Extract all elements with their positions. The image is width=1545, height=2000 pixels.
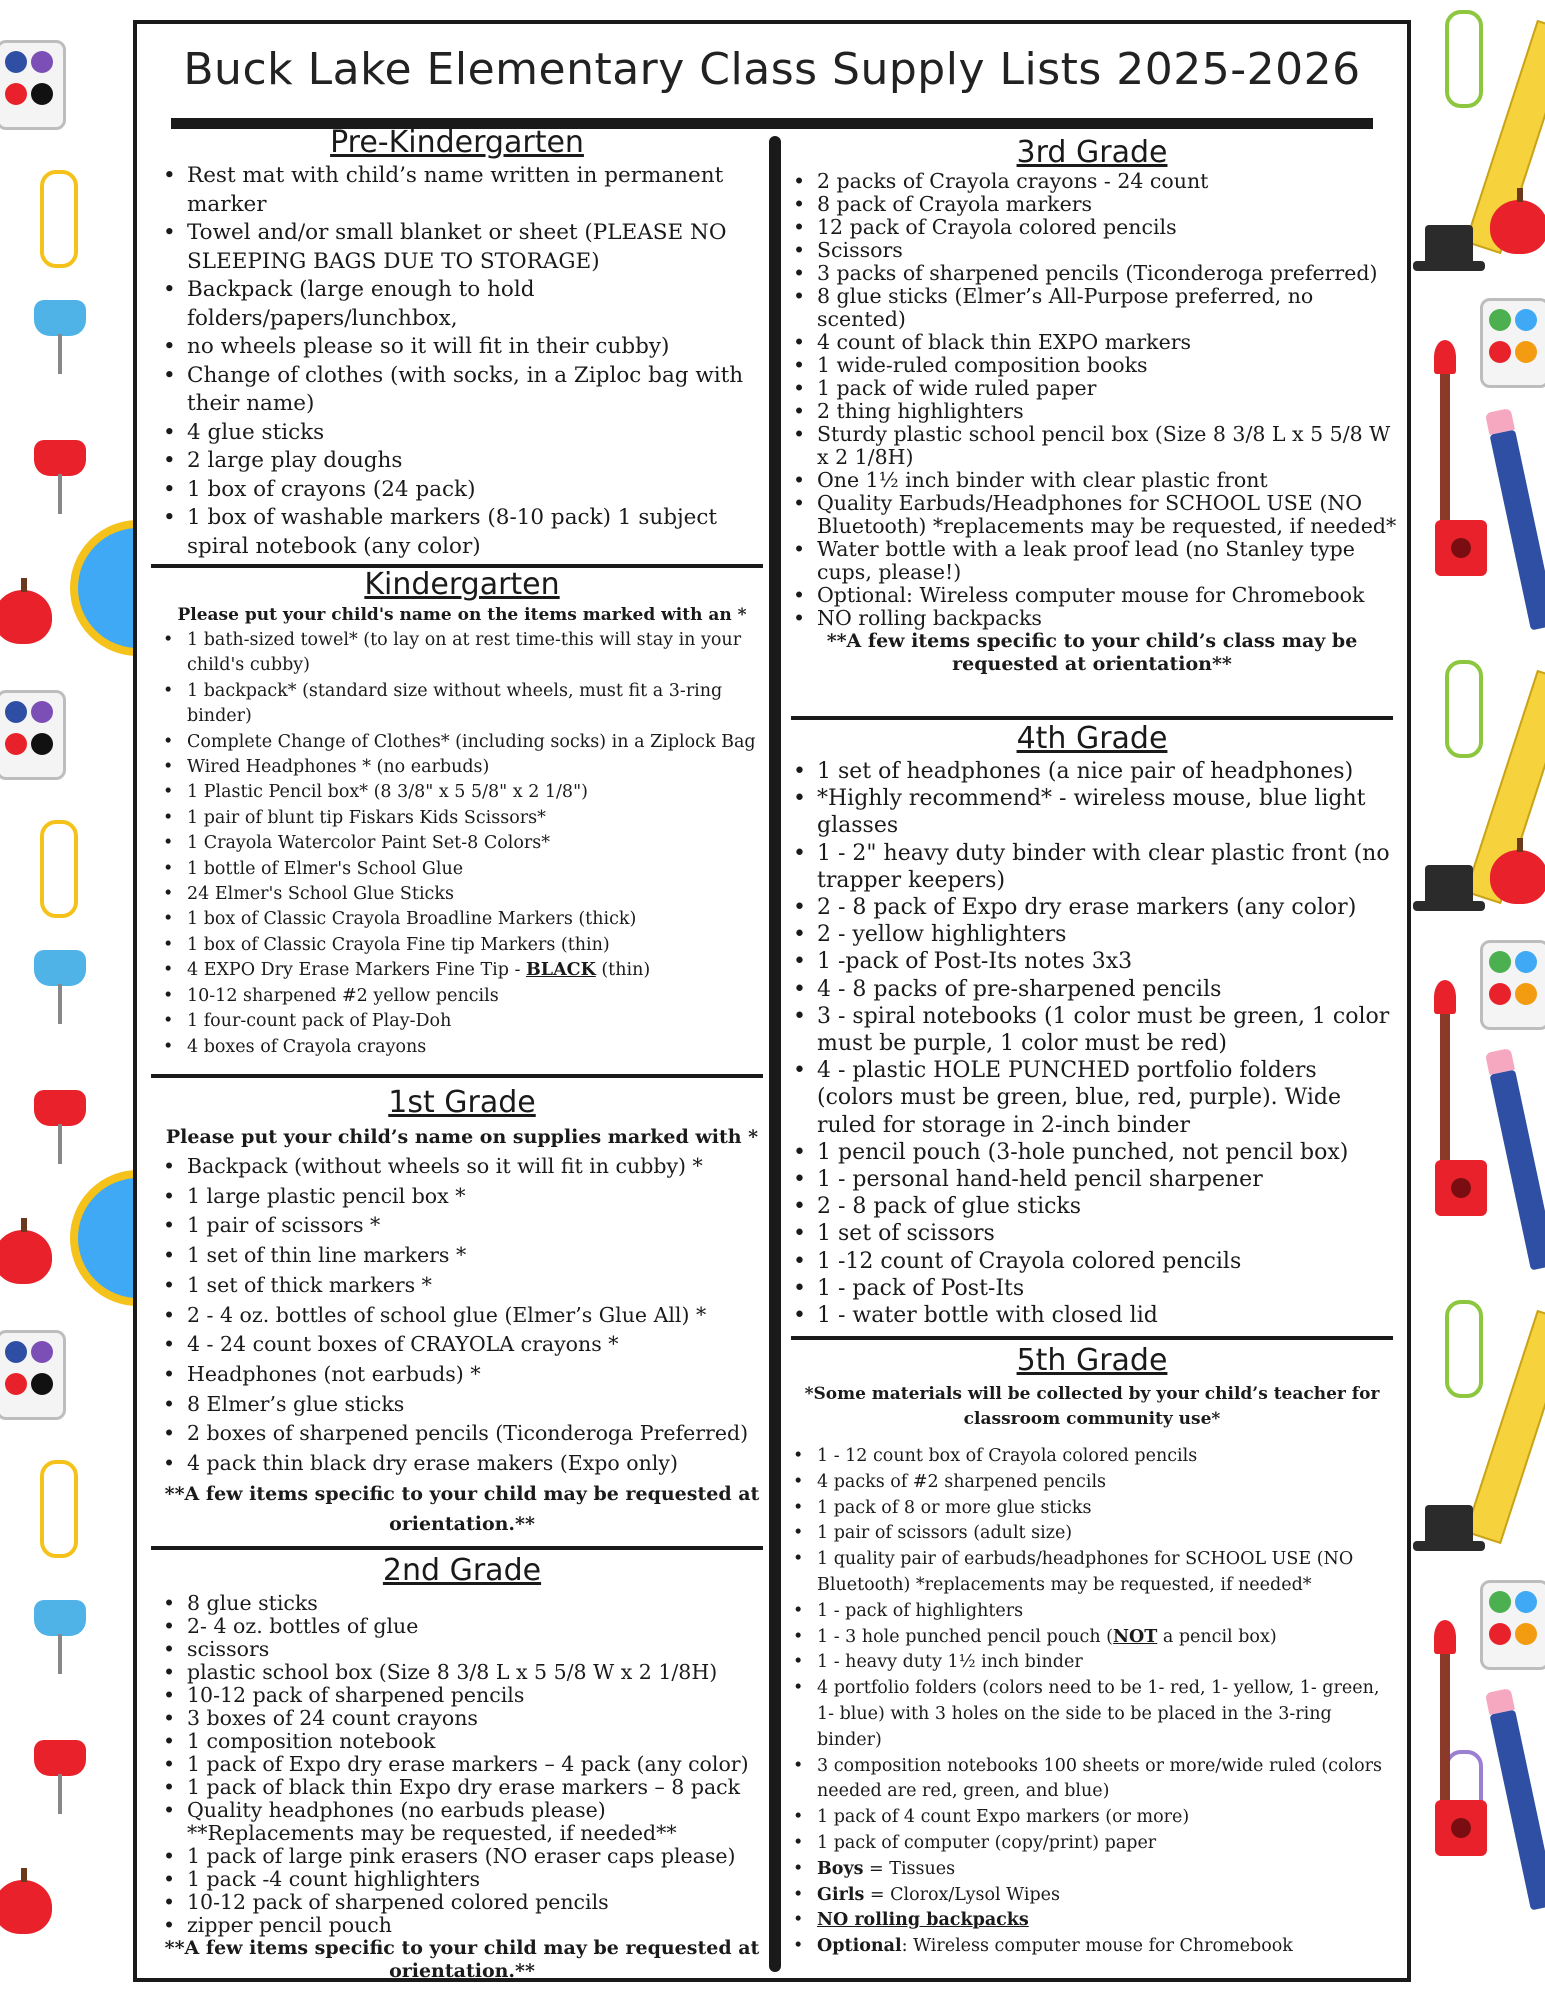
pushpin-icon — [34, 950, 86, 986]
paperclip-icon — [40, 170, 78, 268]
list-item: • 8 Elmer’s glue sticks — [187, 1390, 767, 1420]
boys-label: Boys — [817, 1858, 864, 1879]
list-item: • Complete Change of Clothes* (including socks) in a Ziplock Bag — [187, 730, 767, 755]
list-item: • 1 - personal hand-held pencil sharpener — [817, 1166, 1397, 1193]
expo-black: BLACK — [525, 960, 596, 981]
list-item: • 4 pack thin black dry erase makers (Expo only) — [187, 1449, 767, 1479]
section-divider — [151, 1546, 763, 1550]
hat-icon — [1425, 865, 1473, 905]
pouch-text: 1 - 3 hole punched pencil pouch ( — [817, 1626, 1113, 1647]
boys-text: = Tissues — [863, 1858, 956, 1879]
list-item: • 1 pack of computer (copy/print) paper — [817, 1831, 1397, 1857]
prek-section — [157, 126, 757, 561]
palette-icon — [0, 40, 66, 130]
list-item: • 4 packs of #2 sharpened pencils — [817, 1470, 1397, 1496]
list-item: • Backpack (large enough to hold folders/papers/lunchbox, — [187, 276, 757, 333]
list-item: • 1 set of thick markers * — [187, 1271, 767, 1301]
list-item: • 1 set of scissors — [817, 1220, 1397, 1247]
list-item: • 1 - heavy duty 1½ inch binder — [817, 1650, 1397, 1676]
palette-icon — [1480, 1580, 1545, 1670]
list-item: • 4 portfolio folders (colors need to be 1- red, 1- yellow, 1- green, 1- blue) with 3 holes on the side to be placed in the 3-ring binder) — [817, 1676, 1397, 1753]
list-item: • 2 thing highlighters — [817, 400, 1397, 423]
list-item: • 1 pair of scissors * — [187, 1211, 767, 1241]
expo-tail: (thin) — [595, 960, 651, 981]
column-divider — [769, 136, 781, 1972]
fourth-grade-heading: 4th Grade — [1016, 721, 1168, 756]
list-item: • 2 - 8 pack of glue sticks — [817, 1193, 1397, 1220]
list-item: • Change of clothes (with socks, in a Ziploc bag with their name) — [187, 362, 757, 419]
girls-label: Girls — [817, 1884, 865, 1905]
palette-icon — [1480, 940, 1545, 1030]
list-item: • Rest mat with child’s name written in permanent marker — [187, 162, 757, 219]
list-item — [817, 1908, 1397, 1934]
list-item: • 1 box of Classic Crayola Broadline Markers (thick) — [187, 907, 767, 932]
pushpin-icon — [34, 1090, 86, 1126]
list-item — [817, 1857, 1397, 1883]
third-grade-section — [787, 136, 1397, 676]
list-item: • 1 pack of Expo dry erase markers – 4 pack (any color) — [187, 1753, 767, 1776]
pouch-not: NOT — [1113, 1626, 1158, 1647]
list-item: • 8 pack of Crayola markers — [817, 193, 1397, 216]
list-item: • 10-12 sharpened #2 yellow pencils — [187, 984, 767, 1009]
list-item: • 1 - 2" heavy duty binder with clear plastic front (no trapper keepers) — [817, 840, 1397, 894]
list-item: • 3 - spiral notebooks (1 color must be green, 1 color must be purple, 1 color must be red) — [817, 1003, 1397, 1057]
list-item: • 1 box of washable markers (8-10 pack) 1 subject spiral notebook (any color) — [187, 504, 757, 561]
section-divider — [791, 1336, 1393, 1340]
apple-icon — [1490, 200, 1545, 254]
apple-icon — [0, 1880, 52, 1934]
paperclip-icon — [40, 820, 78, 918]
list-item: • 1 box of crayons (24 pack) — [187, 476, 757, 505]
first-grade-footer: **A few items specific to your child may be requested at orientation.** — [164, 1482, 760, 1535]
list-item: • Headphones (not earbuds) * — [187, 1360, 767, 1390]
paperclip-icon — [40, 1460, 78, 1558]
list-item: • 1 quality pair of earbuds/headphones for SCHOOL USE (NO Bluetooth) *replacements may be requested, if needed* — [817, 1547, 1397, 1599]
list-item: • 24 Elmer's School Glue Sticks — [187, 882, 767, 907]
list-item: • Towel and/or small blanket or sheet (PLEASE NO SLEEPING BAGS DUE TO STORAGE) — [187, 219, 757, 276]
list-item — [187, 958, 767, 983]
list-item: • 1 - 12 count box of Crayola colored pencils — [817, 1444, 1397, 1470]
list-item: • 1 Crayola Watercolor Paint Set-8 Colors* — [187, 831, 767, 856]
list-item: • *Highly recommend* - wireless mouse, blue light glasses — [817, 785, 1397, 839]
list-item: • 1 - water bottle with closed lid — [817, 1302, 1397, 1329]
palette-icon — [0, 690, 66, 780]
hat-icon — [1425, 1505, 1473, 1545]
list-item: • 4 - plastic HOLE PUNCHED portfolio folders (colors must be green, blue, red, purple). Wide ruled for storage in 2-inch binder — [817, 1057, 1397, 1139]
apple-icon — [0, 1230, 52, 1284]
list-item: • 3 composition notebooks 100 sheets or more/wide ruled (colors needed are red, green, and blue) — [817, 1754, 1397, 1806]
list-item: • 2 - 4 oz. bottles of school glue (Elmer’s Glue All) * — [187, 1301, 767, 1331]
list-item: • Quality Earbuds/Headphones for SCHOOL USE (NO Bluetooth) *replacements may be requested, if needed* — [817, 492, 1397, 538]
list-item — [817, 1934, 1397, 1960]
apple-icon — [0, 590, 52, 644]
second-grade-section — [157, 1554, 767, 1983]
list-item: • scissors — [187, 1638, 767, 1661]
list-item: • plastic school box (Size 8 3/8 L x 5 5/8 W x 2 1/8H) — [187, 1661, 767, 1684]
list-item: • Optional: Wireless computer mouse for Chromebook — [817, 584, 1397, 607]
list-item: • 12 pack of Crayola colored pencils — [817, 216, 1397, 239]
paperclip-icon — [1445, 660, 1483, 758]
apple-icon — [1490, 850, 1545, 904]
page-title: Buck Lake Elementary Class Supply Lists 2025-2026 — [183, 44, 1361, 95]
list-item: • 1 backpack* (standard size without wheels, must fit a 3-ring binder) — [187, 679, 767, 730]
girls-text: = Clorox/Lysol Wipes — [864, 1884, 1060, 1905]
list-item: • 1 -pack of Post-Its notes 3x3 — [817, 948, 1397, 975]
list-item: • NO rolling backpacks — [817, 607, 1397, 630]
list-item: • 4 - 24 count boxes of CRAYOLA crayons * — [187, 1330, 767, 1360]
pouch-tail: a pencil box) — [1157, 1626, 1277, 1647]
kindergarten-note: Please put your child's name on the items marked with an * — [177, 605, 747, 625]
list-item: • 1 - pack of Post-Its — [817, 1275, 1397, 1302]
list-item — [817, 1625, 1397, 1651]
pushpin-icon — [34, 1600, 86, 1636]
hat-icon — [1425, 225, 1473, 265]
optional-label: Optional — [817, 1936, 902, 1957]
third-grade-footer: **A few items specific to your child’s class may be requested at orientation** — [826, 630, 1358, 675]
fifth-grade-heading: 5th Grade — [1016, 1343, 1168, 1378]
second-grade-heading: 2nd Grade — [382, 1553, 542, 1588]
list-item: • 1 pack of wide ruled paper — [817, 377, 1397, 400]
list-item: • Wired Headphones * (no earbuds) — [187, 755, 767, 780]
list-item: • 2 - 8 pack of Expo dry erase markers (any color) — [817, 894, 1397, 921]
sharpener-icon — [1435, 1160, 1487, 1216]
sharpener-icon — [1435, 1800, 1487, 1856]
list-item: • 10-12 pack of sharpened colored pencils — [187, 1891, 767, 1914]
list-item: • Scissors — [817, 239, 1397, 262]
pencil-icon — [1489, 1069, 1545, 1270]
prek-heading: Pre-Kindergarten — [330, 125, 584, 160]
list-item: • 1 pack of 4 count Expo markers (or more) — [817, 1805, 1397, 1831]
list-item: • 1 large plastic pencil box * — [187, 1182, 767, 1212]
kindergarten-section — [157, 568, 767, 1060]
list-item: • 1 - pack of highlighters — [817, 1599, 1397, 1625]
first-grade-heading: 1st Grade — [388, 1085, 536, 1120]
list-item: • 1 composition notebook — [187, 1730, 767, 1753]
fifth-grade-note: *Some materials will be collected by your child’s teacher for classroom community use* — [804, 1384, 1380, 1429]
pushpin-icon — [34, 1740, 86, 1776]
list-item: • 8 glue sticks (Elmer’s All-Purpose preferred, no scented) — [817, 285, 1397, 331]
pushpin-icon — [34, 440, 86, 476]
no-rolling-backpacks: NO rolling backpacks — [817, 1910, 1029, 1931]
pushpin-icon — [34, 300, 86, 336]
third-grade-heading: 3rd Grade — [1016, 135, 1168, 170]
first-grade-section — [157, 1086, 767, 1539]
list-item: • 4 count of black thin EXPO markers — [817, 331, 1397, 354]
section-divider — [791, 716, 1393, 720]
paperclip-icon — [1445, 10, 1483, 108]
list-item: • 2 - yellow highlighters — [817, 921, 1397, 948]
list-item: • 1 box of Classic Crayola Fine tip Markers (thin) — [187, 933, 767, 958]
list-item: • 2 boxes of sharpened pencils (Ticonderoga Preferred) — [187, 1419, 767, 1449]
list-item: • 1 wide-ruled composition books — [817, 354, 1397, 377]
list-item: • 1 bath-sized towel* (to lay on at rest time-this will stay in your child's cubby) — [187, 628, 767, 679]
list-item: • 1 set of headphones (a nice pair of headphones) — [817, 758, 1397, 785]
list-item: • Water bottle with a leak proof lead (no Stanley type cups, please!) — [817, 538, 1397, 584]
palette-icon — [0, 1330, 66, 1420]
optional-text: : Wireless computer mouse for Chromebook — [901, 1936, 1293, 1957]
first-grade-note: Please put your child’s name on supplies marked with * — [165, 1126, 759, 1148]
list-item: • 1 pair of blunt tip Fiskars Kids Scissors* — [187, 806, 767, 831]
kindergarten-heading: Kindergarten — [364, 567, 560, 602]
list-item: • 1 pair of scissors (adult size) — [817, 1521, 1397, 1547]
list-item: • no wheels please so it will fit in their cubby) — [187, 333, 757, 362]
list-item: • 2 large play doughs — [187, 447, 757, 476]
list-item: • 1 four-count pack of Play-Doh — [187, 1009, 767, 1034]
second-grade-footer: **A few items specific to your child may be requested at orientation.** — [164, 1937, 760, 1982]
list-item: • Sturdy plastic school pencil box (Size 8 3/8 L x 5 5/8 W x 2 1/8H) — [817, 423, 1397, 469]
list-item: • 1 -12 count of Crayola colored pencils — [817, 1248, 1397, 1275]
list-item: • 1 pack of black thin Expo dry erase markers – 8 pack — [187, 1776, 767, 1799]
list-item: • 4 - 8 packs of pre-sharpened pencils — [817, 976, 1397, 1003]
list-item: • 1 pack of large pink erasers (NO eraser caps please) — [187, 1845, 767, 1868]
fourth-grade-section — [787, 722, 1397, 1329]
list-item: • zipper pencil pouch — [187, 1914, 767, 1937]
list-item: • 1 set of thin line markers * — [187, 1241, 767, 1271]
sharpener-icon — [1435, 520, 1487, 576]
list-item: • Quality headphones (no earbuds please) **Replacements may be requested, if needed** — [187, 1799, 767, 1845]
fifth-grade-section — [787, 1344, 1397, 1960]
list-item: • 3 packs of sharpened pencils (Ticonderoga preferred) — [817, 262, 1397, 285]
expo-text: 4 EXPO Dry Erase Markers Fine Tip - — [187, 960, 526, 981]
list-item: • 8 glue sticks — [187, 1592, 767, 1615]
list-item: • 2 packs of Crayola crayons - 24 count — [817, 170, 1397, 193]
list-item: • 4 glue sticks — [187, 419, 757, 448]
supply-list-panel — [133, 20, 1411, 1982]
list-item — [817, 1883, 1397, 1909]
palette-icon — [1480, 298, 1545, 388]
list-item: • 10-12 pack of sharpened pencils — [187, 1684, 767, 1707]
list-item: • 4 boxes of Crayola crayons — [187, 1035, 767, 1060]
paperclip-icon — [1445, 1300, 1483, 1398]
list-item: • 1 pack of 8 or more glue sticks — [817, 1496, 1397, 1522]
list-item: • 1 pencil pouch (3-hole punched, not pencil box) — [817, 1139, 1397, 1166]
pencil-icon — [1489, 1709, 1545, 1910]
list-item: • 1 Plastic Pencil box* (8 3/8" x 5 5/8" x 2 1/8") — [187, 780, 767, 805]
pencil-icon — [1489, 429, 1545, 630]
section-divider — [151, 1074, 763, 1078]
list-item: • 1 pack -4 count highlighters — [187, 1868, 767, 1891]
list-item: • Backpack (without wheels so it will fit in cubby) * — [187, 1152, 767, 1182]
list-item: • 2- 4 oz. bottles of glue — [187, 1615, 767, 1638]
list-item: • 3 boxes of 24 count crayons — [187, 1707, 767, 1730]
list-item: • 1 bottle of Elmer's School Glue — [187, 857, 767, 882]
list-item: • One 1½ inch binder with clear plastic front — [817, 469, 1397, 492]
